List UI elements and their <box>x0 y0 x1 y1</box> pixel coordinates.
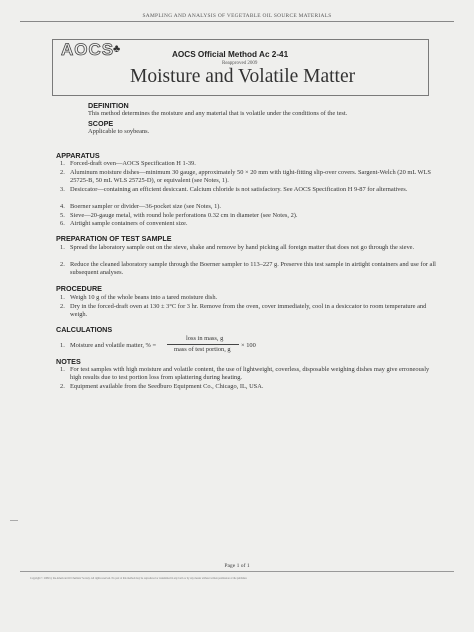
list-number: 6. <box>60 220 65 227</box>
header-rule <box>20 21 454 22</box>
fraction-bar <box>167 344 239 345</box>
list-number: 3. <box>60 186 65 193</box>
list-number: 1. <box>60 366 65 373</box>
list-number: 2. <box>60 261 65 268</box>
running-head: SAMPLING AND ANALYSIS OF VEGETABLE OIL SOURCE MATERIALS <box>142 13 332 19</box>
procedure-item: Weigh 10 g of the whole beans into a tared moisture dish. <box>70 294 218 301</box>
list-number: 1. <box>60 160 65 167</box>
list-number: 1. <box>60 244 65 251</box>
aocs-logo: AOCS <box>61 40 115 59</box>
notes-heading: NOTES <box>56 357 81 366</box>
scope-heading: SCOPE <box>88 119 114 128</box>
calculations-heading: CALCULATIONS <box>56 325 113 334</box>
copyright-notice: Copyright © 2009 by the American Oil Chemists' Society. All rights reserved. No part of this method may be reproduced or transmitted in any form or by any means without written permission of the publisher. <box>30 577 248 580</box>
procedure-heading: PROCEDURE <box>56 284 102 293</box>
page-number: Page 1 of 1 <box>224 563 250 569</box>
note-item: Equipment available from the Seedburo Equipment Co., Chicago, IL, USA. <box>70 383 264 390</box>
definition-text: This method determines the moisture and any material that is volatile under the conditions of the test. <box>88 110 348 117</box>
scope-text: Applicable to soybeans. <box>88 128 150 135</box>
apparatus-item: Aluminum moisture dishes—minimum 30 gauge, approximately 50 × 20 mm with tight-fitting slip-over covers. Sargent-Welch (20 mL WLS 25725-B, 50 mL WLS 25725-D), or equivalent (see Notes, 1). <box>70 169 431 185</box>
list-number: 2. <box>60 383 65 390</box>
list-number: 2. <box>60 169 65 176</box>
method-number: AOCS Official Method Ac 2-41 <box>172 50 289 59</box>
page-title: Moisture and Volatile Matter <box>130 66 356 87</box>
preparation-item: Spread the laboratory sample out on the sieve, shake and remove by hand picking all foreign matter that does not go through the sieve. <box>70 244 415 251</box>
footer-rule <box>20 571 454 572</box>
definition-heading: DEFINITION <box>88 101 129 110</box>
apparatus-item: Forced-draft oven—AOCS Specification H 1-39. <box>70 160 196 167</box>
list-number: 4. <box>60 203 65 210</box>
margin-mark <box>10 520 18 521</box>
formula-numerator: loss in mass, g <box>186 335 224 342</box>
apparatus-item: Desiccator—containing an efficient desiccant. Calcium chloride is not satisfactory. See AOCS Specification H 9-87 for alternatives. <box>70 186 408 193</box>
formula-denominator: mass of test portion, g <box>174 346 231 353</box>
apparatus-item: Airtight sample containers of convenient size. <box>70 220 188 227</box>
list-number: 2. <box>60 303 65 310</box>
preparation-heading: PREPARATION OF TEST SAMPLE <box>56 234 172 243</box>
list-number: 1. <box>60 294 65 301</box>
list-number: 1. <box>60 342 65 349</box>
note-item: For test samples with high moisture and volatile content, the use of lightweight, coverless, disposable weighing dishes may give erroneously high results due to test portion loss from splattering during heating. <box>70 366 430 382</box>
apparatus-item: Sieve—20-gauge metal, with round hole perforations 0.32 cm in diameter (see Notes, 2). <box>70 212 298 219</box>
aocs-emblem-icon: ♣ <box>113 43 121 55</box>
reapproved-date: Reapproved 2009 <box>222 61 258 66</box>
procedure-item: Dry in the forced-draft oven at 130 ± 3°C for 3 hr. Remove from the oven, cover immediately, cool in a desiccator to room temperature and weigh. <box>70 303 427 319</box>
preparation-item: Reduce the cleaned laboratory sample through the Boerner sampler to 113–227 g. Preserve this test sample in airtight containers and use for all subsequent analyses. <box>70 261 436 277</box>
apparatus-item: Boerner sampler or divider—36-pocket size (see Notes, 1). <box>70 203 222 210</box>
formula-lhs: Moisture and volatile matter, % = <box>70 342 157 349</box>
apparatus-heading: APPARATUS <box>56 151 100 160</box>
formula-multiplier: × 100 <box>241 342 256 349</box>
list-number: 5. <box>60 212 65 219</box>
